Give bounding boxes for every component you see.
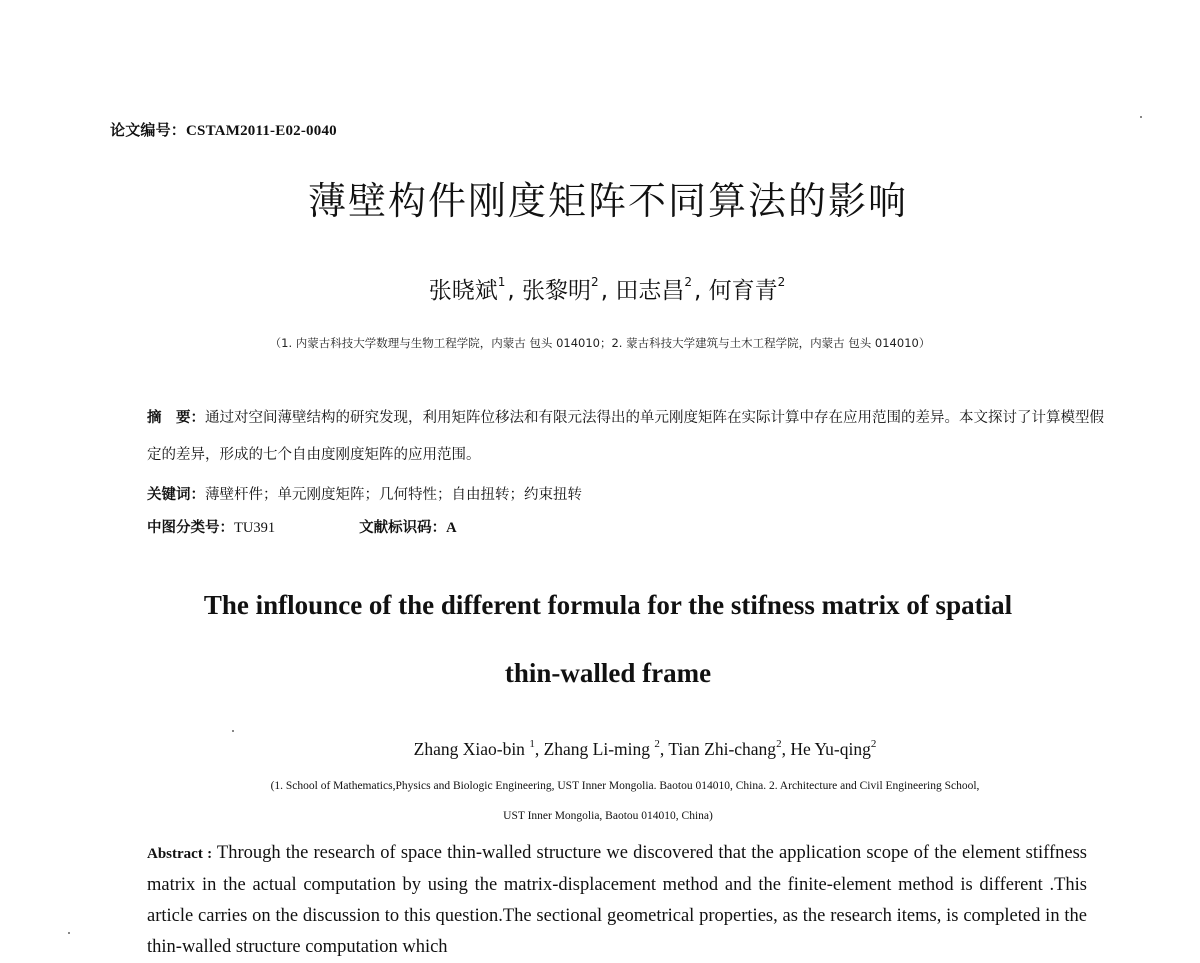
chinese-authors: 张晓斌$^1$, 张黎明$^2$, 田志昌$^2$, 何育青$^2$ (428, 275, 786, 304)
english-abstract (147, 838, 1087, 963)
english-authors: Zhang Xiao-bin $^1$, Zhang Li-ming $^2$, Tian Zhi-chang$^2$, He Yu-qing$^2$ (413, 738, 877, 759)
english-abstract-text: Through the research of space thin-walled structure we discovered that the application scope of the element stiffness matrix in the actual computation by using the matrix-displacement method and the finite-element method is different .This article carries on the discussion to this question.The sectional geometrical properties, as the research items, is completed in the thin-walled structure computation which (147, 843, 1087, 957)
english-affiliation-line-1: (1. School of Mathematics,Physics and Biologic Engineering, UST Inner Mongolia. Baotou 014010, China. 2. Architecture and Civil Engineering School, (270, 780, 980, 792)
chinese-title: 薄壁构件刚度矩阵不同算法的影响 (307, 179, 908, 223)
cn-author-sup: 2 (684, 275, 692, 289)
scan-speck (1140, 116, 1142, 118)
paper-id-label: 论文编号： (110, 121, 187, 139)
cn-author: 田志昌 (615, 278, 685, 304)
clc-value: TU391 (234, 520, 276, 536)
en-author-sup: 2 (654, 738, 660, 750)
english-title-line-2: thin-walled frame (504, 658, 712, 688)
chinese-abstract-label: 摘 要： (147, 410, 205, 426)
paper-id-value: CSTAM2011-E02-0040 (186, 123, 337, 139)
paper-id (110, 119, 337, 140)
cn-author-sup: 2 (591, 275, 599, 289)
en-author: Zhang Xiao-bin (413, 739, 525, 759)
keywords-text: 薄壁杆件；单元刚度矩阵；几何特性；自由扭转；约束扭转 (205, 487, 582, 503)
scan-speck (232, 730, 234, 732)
en-author: Zhang Li-ming (543, 739, 650, 759)
cn-author: 张晓斌 (428, 278, 498, 304)
english-title-line-1: The inflounce of the different formula for the stifness matrix of spatial (203, 590, 1013, 620)
en-author: He Yu-qing (790, 739, 871, 759)
cn-author-sup: 2 (777, 275, 786, 289)
keywords (147, 483, 582, 504)
en-author-sup: 1 (529, 738, 535, 750)
scan-speck (68, 932, 70, 934)
chinese-abstract (147, 400, 1117, 474)
en-author-sup: 2 (870, 738, 877, 750)
chinese-affiliation: （1. 内蒙古科技大学数理与生物工程学院，内蒙古 包头 014010；2. 蒙古科技大学建筑与土木工程学院，内蒙古 包头 014010） (269, 336, 931, 350)
chinese-abstract-text: 通过对空间薄壁结构的研究发现，利用矩阵位移法和有限元法得出的单元刚度矩阵在实际计算中存在应用范围的差异。本文探讨了计算模型假定的差异，形成的七个自由度刚度矩阵的应用范围。 (147, 410, 1104, 463)
cn-author: 何育青 (708, 278, 778, 304)
clc-label: 中图分类号： (147, 520, 234, 536)
cn-author-sup: 1 (497, 275, 506, 289)
classification (147, 516, 457, 537)
en-author-sup: 2 (776, 738, 782, 750)
doc-code-label: 文献标识码： (359, 520, 447, 536)
english-abstract-label: Abstract : (147, 846, 213, 862)
english-affiliation-line-2: UST Inner Mongolia, Baotou 014010, China) (503, 810, 713, 822)
en-author: Tian Zhi-chang (668, 739, 777, 759)
keywords-label: 关键词： (147, 487, 205, 503)
doc-code-value: A (446, 520, 457, 536)
cn-author: 张黎明 (522, 278, 592, 304)
